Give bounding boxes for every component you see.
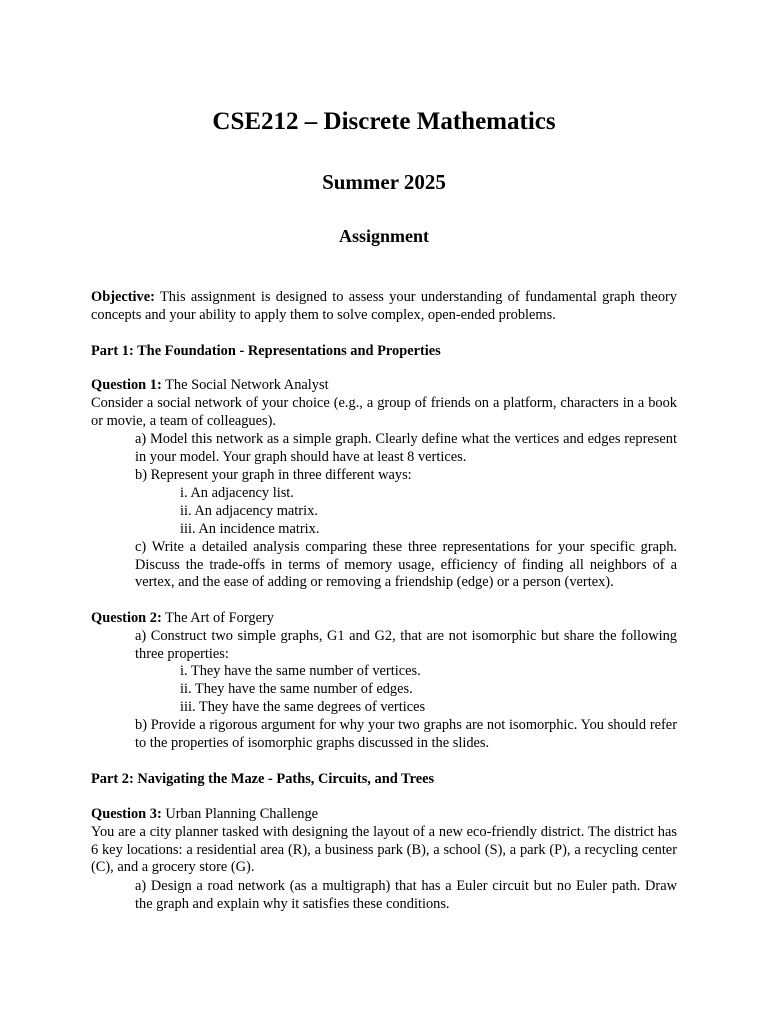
q3-heading xyxy=(91,806,677,824)
objective-label: Objective: xyxy=(91,289,155,305)
objective-text: This assignment is designed to assess your understanding of fundamental graph theory concepts and your ability to apply them to solve complex, open-ended problems. xyxy=(91,289,677,323)
q1-b-item-3: iii. An incidence matrix. xyxy=(180,521,320,537)
q3-label: Question 3: xyxy=(91,806,162,822)
q1-title: The Social Network Analyst xyxy=(161,377,329,393)
q2-part-a: a) Construct two simple graphs, G1 and G2, that are not isomorphic but share the following three properties: xyxy=(135,628,677,662)
q1-b-item-2: ii. An adjacency matrix. xyxy=(180,503,318,519)
q1-part-a: a) Model this network as a simple graph. Clearly define what the vertices and edges represent in your model. Your graph should have at least 8 vertices. xyxy=(135,431,677,465)
q2-label: Question 2: xyxy=(91,610,162,626)
q1-heading xyxy=(91,377,677,395)
q1-b-item-1: i. An adjacency list. xyxy=(180,485,294,501)
q2-a-item-1: i. They have the same number of vertices. xyxy=(180,663,421,679)
q1-intro: Consider a social network of your choice (e.g., a group of friends on a platform, characters in a book or movie, a team of colleagues). xyxy=(91,395,677,429)
part2-heading: Part 2: Navigating the Maze - Paths, Circuits, and Trees xyxy=(91,771,435,787)
q2-heading xyxy=(91,610,677,628)
q2-title: The Art of Forgery xyxy=(161,610,274,626)
q1-part-c: c) Write a detailed analysis comparing these three representations for your specific graph. Discuss the trade-offs in terms of memory usage, efficiency of finding all neighbors of a vertex, and the ease of adding or removing a friendship (edge) or a person (vertex). xyxy=(135,539,677,591)
q1-part-b: b) Represent your graph in three different ways: xyxy=(135,467,412,483)
course-title: CSE212 – Discrete Mathematics xyxy=(212,108,556,135)
q2-a-item-2: ii. They have the same number of edges. xyxy=(180,681,413,697)
q3-title: Urban Planning Challenge xyxy=(161,806,319,822)
q3-intro: You are a city planner tasked with designing the layout of a new eco-friendly district. The district has 6 key locations: a residential area (R), a business park (B), a school (S), a park (P), a recycling center (C), and a grocery store (G). xyxy=(91,824,677,876)
term-title: Summer 2025 xyxy=(322,170,446,194)
q1-label: Question 1: xyxy=(91,377,162,393)
part1-heading: Part 1: The Foundation - Representations and Properties xyxy=(91,343,441,359)
doc-type-title: Assignment xyxy=(338,226,429,246)
q3-part-a: a) Design a road network (as a multigraph) that has a Euler circuit but no Euler path. Draw the graph and explain why it satisfies these conditions. xyxy=(135,878,677,912)
q2-part-b: b) Provide a rigorous argument for why your two graphs are not isomorphic. You should refer to the properties of isomorphic graphs discussed in the slides. xyxy=(135,717,677,751)
objective-paragraph xyxy=(91,289,677,324)
q2-a-item-3: iii. They have the same degrees of vertices xyxy=(180,699,426,715)
